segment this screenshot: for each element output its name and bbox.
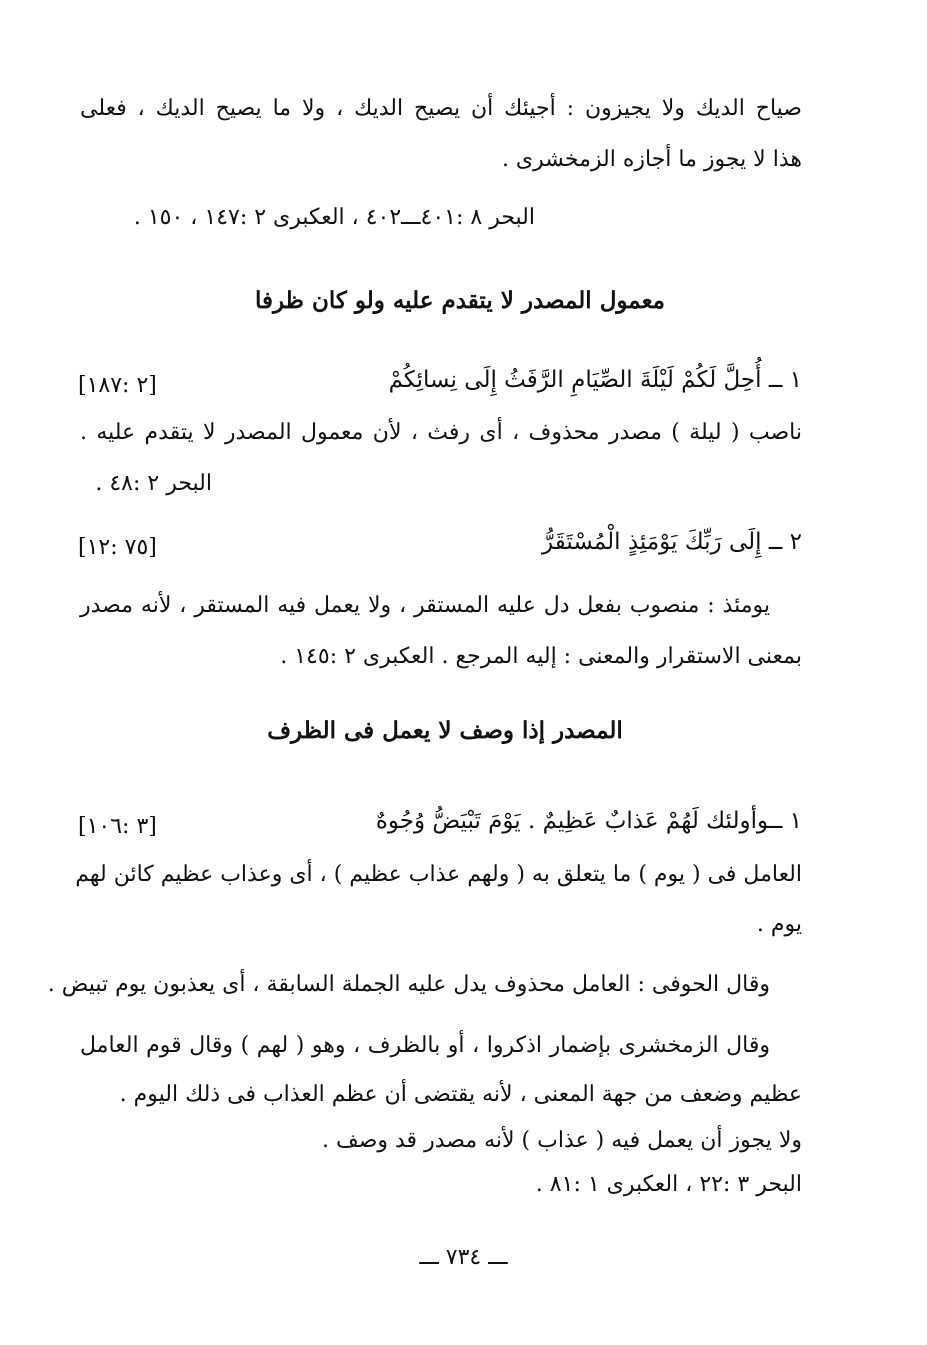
paragraph-line: يومئذ : منصوب بفعل دل عليه المستقر ، ولا يعمل فيه المستقر ، لأنه مصدر (80, 593, 770, 618)
paragraph-line: ناصب ( ليلة ) مصدر محذوف ، أى رفث ، لأن معمول المصدر لا يتقدم عليه . (80, 420, 802, 445)
quran-verse: ٢ ــ إِلَى رَبِّكَ يَوْمَئِذٍ الْمُسْتَقَرُّ (542, 529, 802, 555)
source-citation: البحر ٣ :٢٢ ، العكبرى ١ :٨١ . (535, 1172, 802, 1197)
paragraph-line: يوم . (756, 912, 802, 937)
page-number: ـــ ٧٣٤ ـــ (419, 1245, 508, 1270)
section-heading: المصدر إذا وصف لا يعمل فى الظرف (267, 717, 623, 744)
paragraph-line: هذا لا يجوز ما أجازه الزمخشرى . (501, 147, 802, 172)
paragraph-line: عظيم وضعف من جهة المعنى ، لأنه يقتضى أن عظم العذاب فى ذلك اليوم . (119, 1082, 802, 1107)
paragraph-line: صياح الديك ولا يجيزون : أجيئك أن يصيح الديك ، ولا ما يصيح الديك ، فعلى (80, 96, 802, 121)
section-heading: معمول المصدر لا يتقدم عليه ولو كان ظرفا (254, 287, 666, 314)
verse-reference: [٣ :١٠٦] (78, 814, 157, 839)
quran-verse: ١ ــوأولئك لَهُمْ عَذابٌ عَظِيمٌ . يَوْمَ تَبْيَضُّ وُجُوهٌ (375, 808, 802, 834)
paragraph-line: ولا يجوز أن يعمل فيه ( عذاب ) لأنه مصدر قد وصف . (321, 1128, 802, 1153)
paragraph-line: العامل فى ( يوم ) ما يتعلق به ( ولهم عذاب عظيم ) ، أى وعذاب عظيم كائن لهم (75, 862, 802, 887)
source-citation: البحر ٢ :٤٨ . (95, 471, 212, 496)
source-citation: البحر ٨ :٤٠١ـــ٤٠٢ ، العكبرى ٢ :١٤٧ ، ١٥٠ . (133, 205, 535, 230)
quran-verse: ١ ــ أُحِلَّ لَكُمْ لَيْلَةَ الصِّيَامِ الرَّفَثُ إِلَى نِسائِكُمْ (388, 367, 802, 393)
paragraph-line: بمعنى الاستقرار والمعنى : إليه المرجع . العكبرى ٢ :١٤٥ . (280, 644, 802, 669)
paragraph-line: وقال الحوفى : العامل محذوف يدل عليه الجملة السابقة ، أى يعذبون يوم تبيض . (47, 972, 770, 997)
verse-reference: [٢ :١٨٧] (78, 373, 157, 398)
paragraph-line: وقال الزمخشرى بإضمار اذكروا ، أو بالظرف ، وهو ( لهم ) وقال قوم العامل (80, 1033, 770, 1058)
verse-reference: [٧٥ :١٢] (78, 535, 157, 560)
